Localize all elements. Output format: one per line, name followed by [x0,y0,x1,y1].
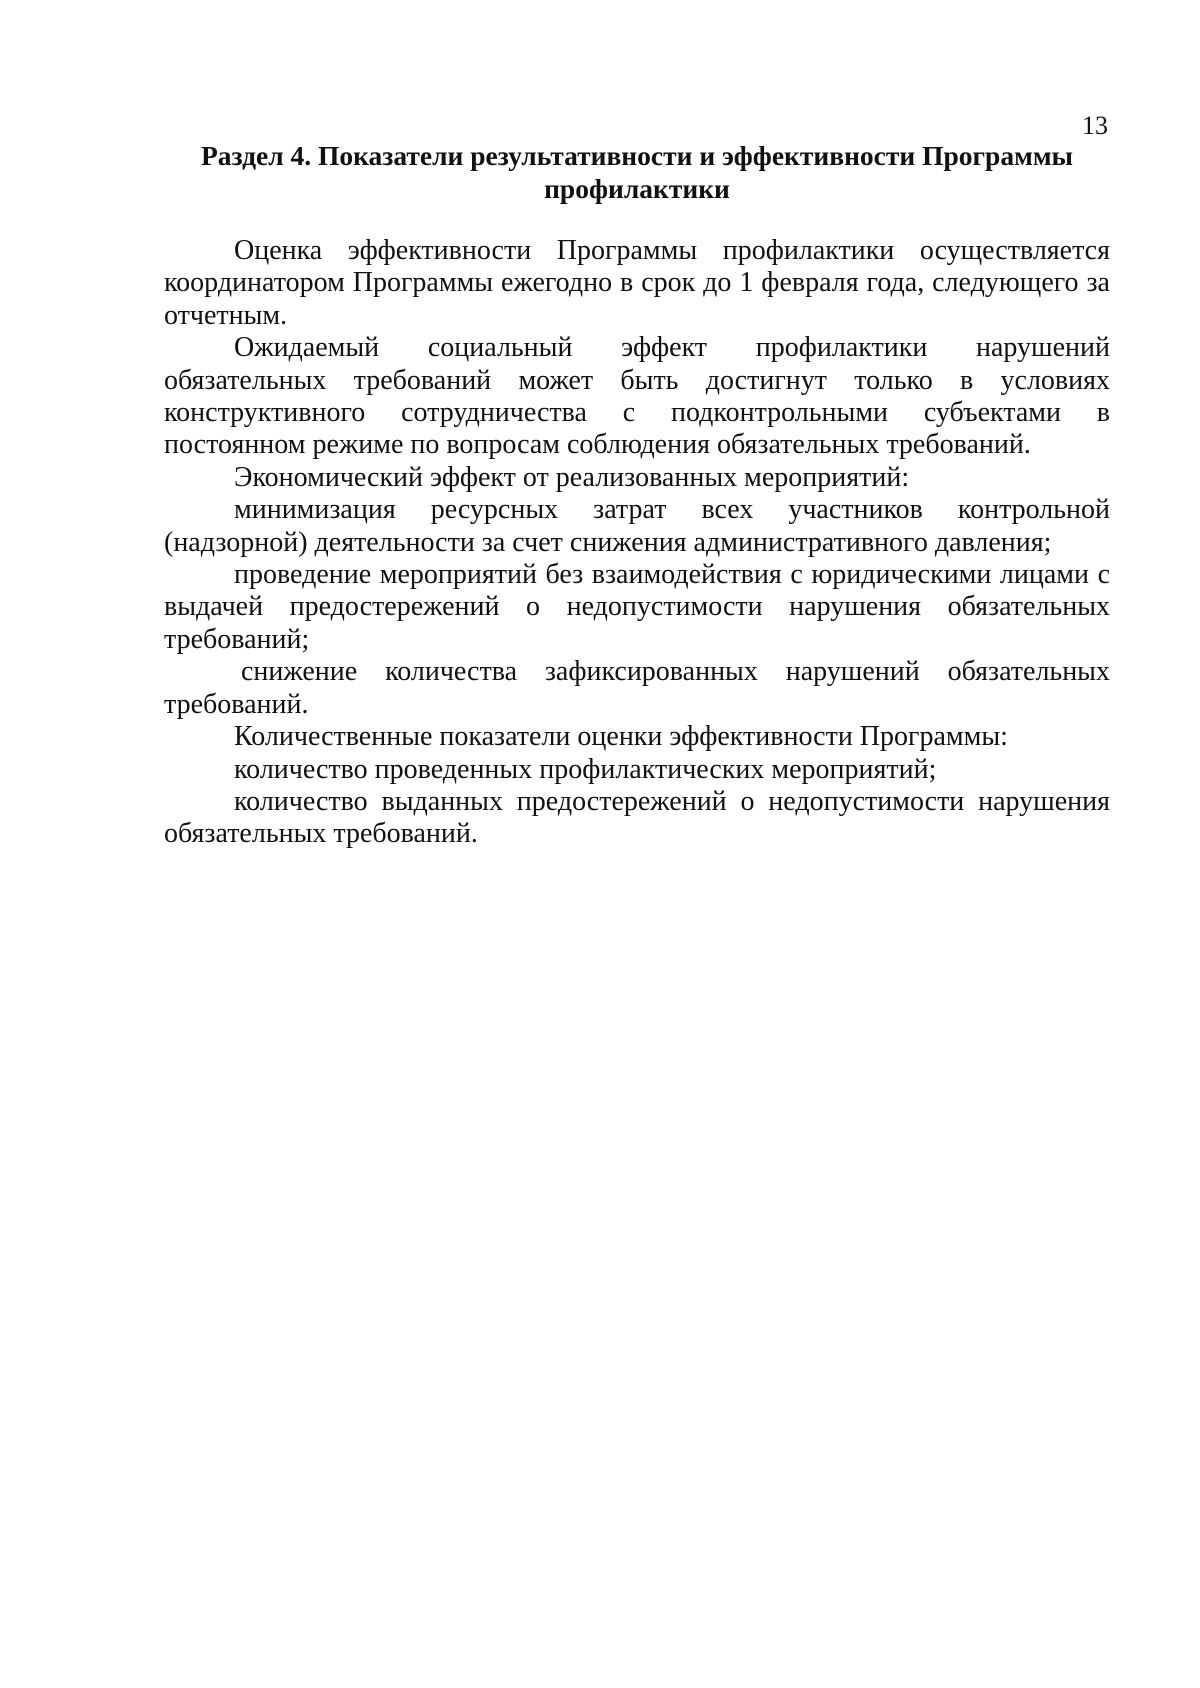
document-content [164,139,1110,851]
list-item-cost-minimization: минимизация ресурсных затрат всех участников контрольной (надзорной) деятельности за счет снижения административного давления; [164,494,1110,558]
paragraph-quantitative-indicators: Количественные показатели оценки эффективности Программы: [234,721,1008,753]
page-number: 13 [1082,111,1108,140]
list-item-warnings: проведение мероприятий без взаимодействия с юридическими лицами с выдачей предостережений о недопустимости нарушения обязательных требований; [164,559,1110,655]
list-item-events-count: количество проведенных профилактических мероприятий; [234,753,937,785]
list-item-warnings-count: количество выданных предостережений о недопустимости нарушения обязательных требований. [164,785,1110,850]
list-item-violations-reduction: снижение количества зафиксированных нарушений обязательных требований. [164,656,1110,720]
paragraph-evaluation: Оценка эффективности Программы профилактики осуществляется координатором Программы ежегодно в срок до 1 февраля года, следующего за отчетным. [164,235,1110,331]
paragraph-economic-effect: Экономический эффект от реализованных мероприятий: [234,461,910,493]
section-heading [164,139,1110,205]
section-heading-line-2: профилактики [544,173,730,204]
paragraph-social-effect: Ожидаемый социальный эффект профилактики нарушений обязательных требований может быть достигнут только в условиях конструктивного сотрудничества с подконтрольными субъектами в постоянном режиме по вопросам соблюдения обязательных требований. [164,332,1110,461]
section-heading-line-1: Раздел 4. Показатели результативности и эффективности Программы [200,140,1074,171]
